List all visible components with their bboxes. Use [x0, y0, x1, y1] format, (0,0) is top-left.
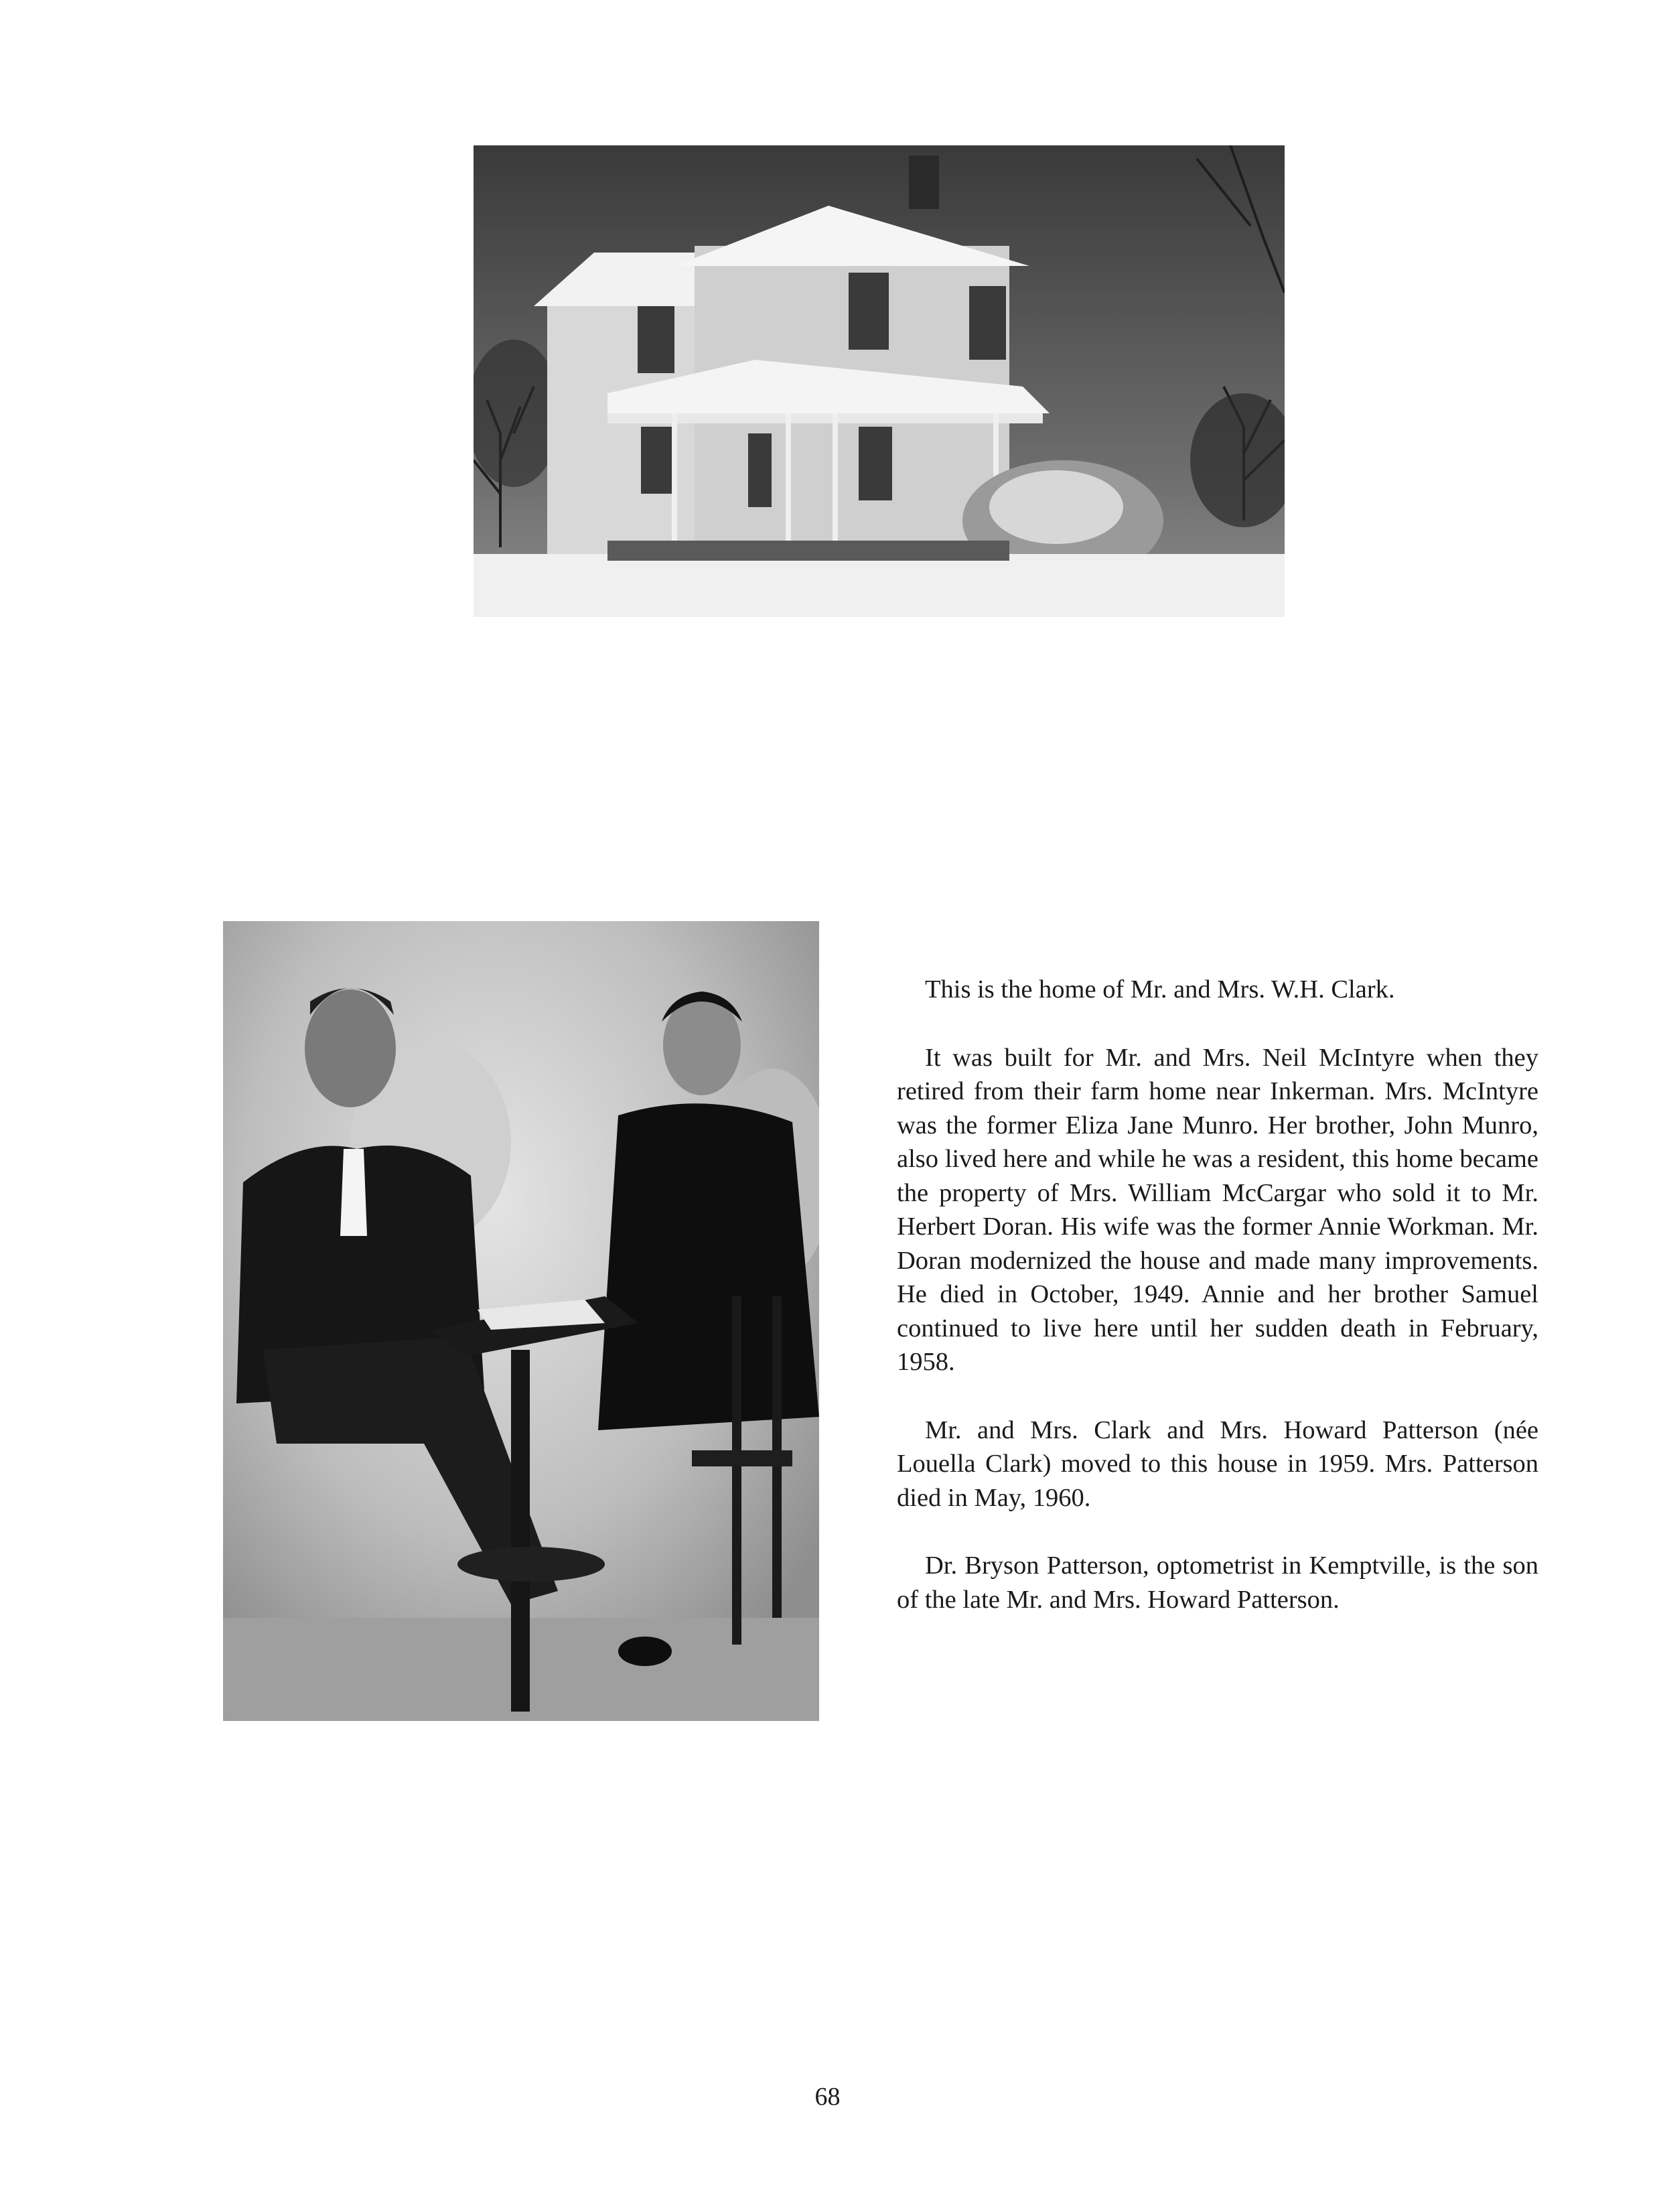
paragraph-history: It was built for Mr. and Mrs. Neil McIntyre when they retired from their farm home near Inkerman. Mrs. McIntyre was the former Eliza Jane Munro. Her brother, John Munro, also lived here and while he was a resident, this home became the property of Mrs. William McCargar who sold it to Mr. Herbert Doran. His wife was the former Annie Workman. Mr. Doran modernized the house and made many improvements. He died in October, 1949. Annie and her brother Samuel continued to live here until her sudden death in February, 1958.	[897, 1043, 1538, 1376]
house-photo	[474, 145, 1285, 617]
body-text	[897, 973, 1538, 1616]
portrait-photo	[223, 921, 819, 1721]
paragraph-intro: This is the home of Mr. and Mrs. W.H. Clark.	[925, 975, 1395, 1004]
paragraph-current-owners: Mr. and Mrs. Clark and Mrs. Howard Patterson (née Louella Clark) moved to this house in 1959. Mrs. Patterson died in May, 1960.	[897, 1415, 1538, 1512]
paragraph-son: Dr. Bryson Patterson, optometrist in Kemptville, is the son of the late Mr. and Mrs. Howard Patterson.	[897, 1551, 1538, 1614]
house-photo-image	[474, 145, 1285, 617]
portrait-photo-image	[223, 921, 819, 1721]
page-number: 68	[814, 2083, 841, 2111]
